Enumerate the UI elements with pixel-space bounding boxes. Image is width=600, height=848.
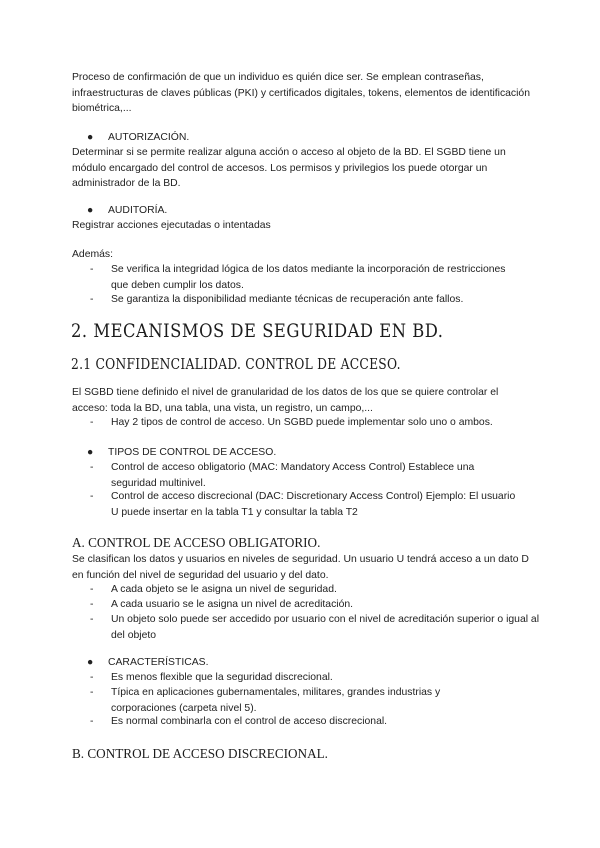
list-item [90,489,521,520]
bullet-caracteristicas [87,655,548,671]
list-item-text: Se verifica la integridad lógica de los datos mediante la incorporación de restricciones que deben cumplir los datos. [111,264,506,291]
list-item-text: Control de acceso discrecional (DAC: Discretionary Access Control) Ejemplo: El usuario U puede insertar en la tabla T1 y consultar la tabla T2 [111,491,516,518]
bullet-marker: ● [87,205,94,216]
list-item-text: Un objeto solo puede ser accedido por usuario con el nivel de acreditación superior o igual al del objeto [111,614,540,641]
dash-marker: - [90,462,94,473]
list-item [90,262,521,293]
list-item [90,460,521,491]
list-item [90,292,531,308]
list-item [90,714,551,730]
authentication-paragraph: Proceso de confirmación de que un individuo es quién dice ser. Se emplean contraseñas, infraestructuras de claves públicas (PKI) y certificados digitales, tokens, elementos de identificación biométrica,... [72,72,530,114]
section-b-heading: B. CONTROL DE ACCESO DISCRECIONAL. [72,746,328,761]
section-2-1-heading: 2.1 CONFIDENCIALIDAD. CONTROL DE ACCESO. [71,355,401,373]
list-item-text: A cada objeto se le asigna un nivel de seguridad. [111,584,337,595]
list-item-text: Hay 2 tipos de control de acceso. Un SGBD puede implementar solo uno o ambos. [111,417,493,428]
bullet-tipos [87,445,548,461]
auditoria-paragraph: Registrar acciones ejecutadas o intentadas [72,220,271,231]
dash-marker: - [90,614,94,625]
list-item [90,597,551,613]
bullet-label: AUDITORÍA. [108,205,168,216]
list-item [90,582,551,598]
list-item [90,670,551,686]
dash-marker: - [90,294,94,305]
dash-marker: - [90,716,94,727]
list-item-text: Es normal combinarla con el control de acceso discrecional. [111,716,388,727]
bullet-marker: ● [87,657,94,668]
ademas-label: Además: [72,249,114,260]
section-a-paragraph: Se clasifican los datos y usuarios en niveles de seguridad. Un usuario U tendrá acceso a un dato D en función del nivel de seguridad del usuario y del dato. [72,554,529,581]
bullet-label: TIPOS DE CONTROL DE ACCESO. [108,447,277,458]
dash-marker: - [90,264,94,275]
granularity-paragraph: El SGBD tiene definido el nivel de granularidad de los datos de los que se quiere controlar el acceso: toda la BD, una tabla, una vista, un registro, un campo,... [72,387,499,414]
bullet-label: AUTORIZACIÓN. [108,132,190,143]
list-item [90,612,551,643]
bullet-auditoria [87,203,548,219]
dash-marker: - [90,599,94,610]
list-item-text: A cada usuario se le asigna un nivel de acreditación. [111,599,354,610]
list-item-text: Control de acceso obligatorio (MAC: Mandatory Access Control) Establece una seguridad multinivel. [111,462,475,489]
list-item [90,685,491,716]
dash-marker: - [90,672,94,683]
list-item-text: Se garantiza la disponibilidad mediante técnicas de recuperación ante fallos. [111,294,464,305]
section-2-heading: 2. MECANISMOS DE SEGURIDAD EN BD. [71,320,444,342]
bullet-label: CARACTERÍSTICAS. [108,657,209,668]
bullet-autorizacion [87,130,548,146]
list-item-text: Típica en aplicaciones gubernamentales, militares, grandes industrias y corporaciones (carpeta nivel 5). [111,687,441,714]
dash-marker: - [90,491,94,502]
list-item-text: Es menos flexible que la seguridad discrecional. [111,672,333,683]
dash-marker: - [90,687,94,698]
bullet-marker: ● [87,447,94,458]
bullet-marker: ● [87,132,94,143]
autorizacion-paragraph: Determinar si se permite realizar alguna acción o acceso al objeto de la BD. El SGBD tiene un módulo encargado del control de accesos. Los permisos y privilegios los puede otorgar un administrador de la BD. [72,147,506,189]
dash-marker: - [90,417,94,428]
dash-marker: - [90,584,94,595]
section-a-heading: A. CONTROL DE ACCESO OBLIGATORIO. [72,535,321,550]
list-item [90,415,551,431]
